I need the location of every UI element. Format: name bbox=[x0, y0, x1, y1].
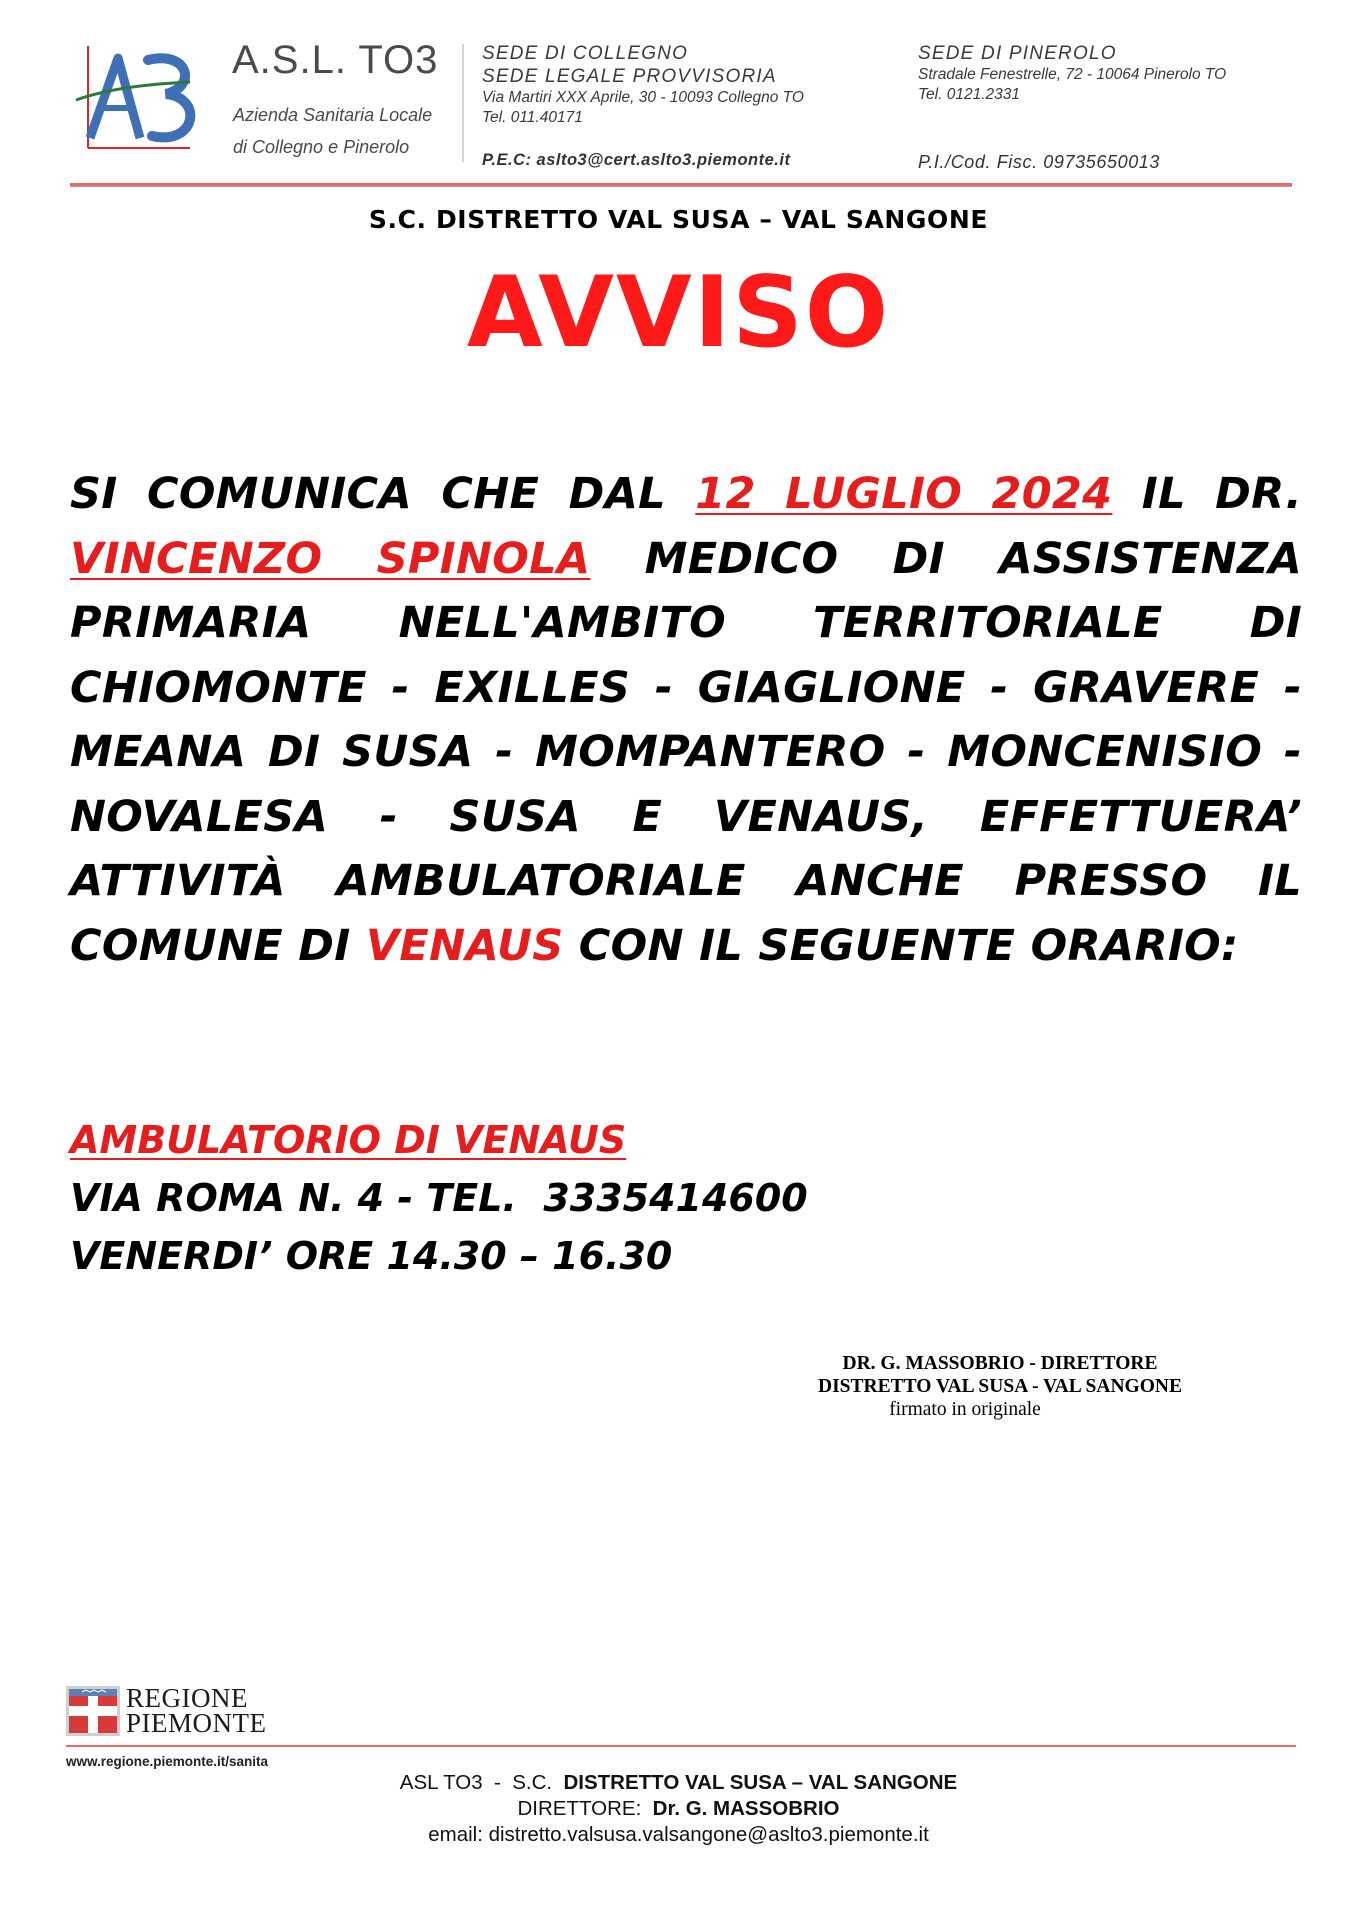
footer-email: email: distretto.valsusa.valsangone@aslto3.piemonte.it bbox=[428, 1823, 929, 1846]
footer-rule bbox=[66, 1745, 1296, 1747]
signature-block bbox=[770, 1352, 1230, 1421]
fiscal-code: P.I./Cod. Fisc. 09735650013 bbox=[918, 152, 1161, 172]
body-end: CON IL SEGUENTE ORARIO: bbox=[578, 920, 1239, 971]
sede-collegno-legal: SEDE LEGALE PROVVISORIA bbox=[482, 66, 777, 87]
sede-collegno bbox=[482, 42, 804, 128]
sede-collegno-phone: Tel. 011.40171 bbox=[482, 109, 583, 126]
regione-flag-icon bbox=[66, 1686, 120, 1736]
regione-piemonte-logo bbox=[66, 1683, 276, 1738]
notice-body bbox=[70, 462, 1302, 978]
signature-name: DR. G. MASSOBRIO - DIRETTORE bbox=[842, 1353, 1158, 1374]
body-main: MEDICO DI ASSISTENZA PRIMARIA NELL'AMBITO TERRITORIALE DI CHIOMONTE - EXILLES - GIAGLIONE - GRAVERE - MEANA DI SUSA - MOMPANTERO - MONCENISIO - NOVALESA - SUSA E VENAUS, EFFETTUERA’ ATTIVITÀ AMBULATORIALE ANCHE PRESSO IL COMUNE DI bbox=[70, 533, 1303, 971]
brand-subtitle: Azienda Sanitaria Locale bbox=[233, 105, 433, 125]
sede-pinerolo bbox=[918, 42, 1226, 105]
body-intro: SI COMUNICA CHE DAL bbox=[70, 469, 666, 519]
brand-title: A.S.L. TO3 bbox=[232, 38, 439, 82]
sede-pinerolo-title: SEDE DI PINEROLO bbox=[918, 43, 1117, 64]
sede-pinerolo-address: Stradale Fenestrelle, 72 - 10064 Pinerolo TO bbox=[918, 66, 1227, 83]
footer-director-name: Dr. G. MASSOBRIO bbox=[652, 1797, 840, 1820]
body-dr: IL DR. bbox=[1141, 469, 1302, 519]
footer-line-2 bbox=[0, 1796, 1357, 1822]
footer-director-label: DIRETTORE: bbox=[517, 1797, 653, 1820]
regione-url: www.regione.piemonte.it/sanita bbox=[66, 1754, 269, 1769]
regione-line2: PIEMONTE bbox=[126, 1708, 267, 1738]
doctor-name: VINCENZO SPINOLA bbox=[70, 533, 591, 584]
brand-subtitle-2: di Collegno e Pinerolo bbox=[233, 137, 410, 157]
regione-text bbox=[126, 1683, 267, 1738]
start-date: 12 LUGLIO 2024 bbox=[695, 469, 1113, 519]
sede-collegno-address: Via Martiri XXX Aprile, 30 - 10093 Collegno TO bbox=[482, 89, 804, 106]
clinic-address: VIA ROMA N. 4 - TEL. 3335414600 bbox=[70, 1176, 808, 1220]
signature-office: DISTRETTO VAL SUSA - VAL SANGONE bbox=[818, 1376, 1182, 1397]
town-name: VENAUS bbox=[365, 920, 564, 971]
regione-line1: REGIONE bbox=[126, 1683, 248, 1713]
header-rule-thin bbox=[70, 186, 1292, 187]
footer-org: ASL TO3 - S.C. bbox=[399, 1771, 564, 1794]
clinic-title: AMBULATORIO DI VENAUS bbox=[70, 1118, 627, 1162]
footer-line-1 bbox=[0, 1770, 1357, 1796]
sede-pinerolo-phone: Tel. 0121.2331 bbox=[918, 86, 1020, 103]
sede-collegno-title: SEDE DI COLLEGNO bbox=[482, 43, 689, 64]
signature-note: firmato in originale bbox=[889, 1399, 1041, 1420]
notice-title: AVVISO bbox=[466, 256, 891, 370]
asl-logo bbox=[70, 38, 220, 156]
footer-district: DISTRETTO VAL SUSA – VAL SANGONE bbox=[563, 1771, 958, 1794]
pec-address: P.E.C: aslto3@cert.aslto3.piemonte.it bbox=[482, 151, 791, 169]
district-title: S.C. DISTRETTO VAL SUSA – VAL SANGONE bbox=[368, 205, 989, 234]
clinic-hours: VENERDI’ ORE 14.30 – 16.30 bbox=[70, 1234, 673, 1278]
header-divider bbox=[462, 44, 464, 162]
